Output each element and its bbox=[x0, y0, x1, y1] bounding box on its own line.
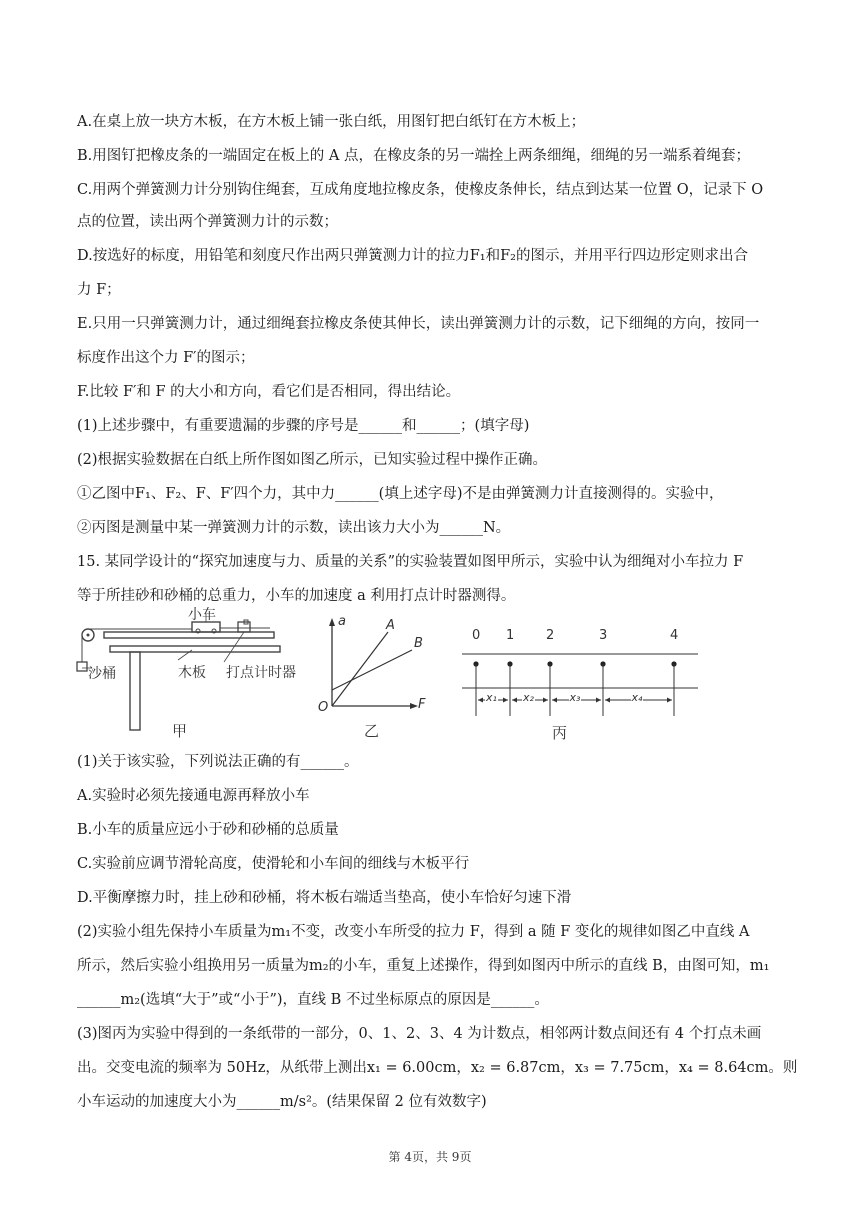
tape-segment-label-2: x₂ bbox=[523, 691, 534, 704]
q14-part1: (1)上述步骤中，有重要遗漏的步骤的序号是______和______；(填字母) bbox=[77, 418, 530, 434]
figure-yi bbox=[314, 614, 434, 744]
tape-segment-arrow bbox=[596, 698, 601, 703]
q14-part2: (2)根据实验数据在白纸上所作图如图乙所示，已知实验过程中操作正确。 bbox=[77, 452, 548, 468]
line-a bbox=[332, 632, 388, 706]
tape-segment-arrow bbox=[552, 698, 557, 703]
q15-part2-line3: ______m₂(选填“大于”或“小于”)，直线 B 不过坐标原点的原因是______。 bbox=[77, 992, 549, 1008]
label-bucket: 沙桶 bbox=[88, 666, 116, 682]
line-b bbox=[332, 650, 412, 690]
q15-part3-line2: 出。交变电流的频率为 50Hz，从纸带上测出x₁ = 6.00cm，x₂ = 6.87cm，x₃ = 7.75cm，x₄ = 8.64cm。则 bbox=[77, 1060, 798, 1076]
tape-point-label-3: 3 bbox=[599, 628, 608, 643]
tape-point-label-2: 2 bbox=[546, 628, 555, 643]
axis-x-label: F bbox=[418, 697, 426, 712]
tape-segment-arrow bbox=[543, 698, 548, 703]
q15-part3-line1: (3)图丙为实验中得到的一条纸带的一部分，0、1、2、3、4 为计数点，相邻两计数点间还有 4 个打点未画 bbox=[77, 1026, 762, 1042]
tape-point-label-0: 0 bbox=[472, 628, 481, 643]
caption-yi: 乙 bbox=[364, 722, 380, 740]
tape-segment-arrow bbox=[512, 698, 517, 703]
step-f: F.比较 F′和 F 的大小和方向，看它们是否相同，得出结论。 bbox=[77, 384, 461, 400]
caption-jia: 甲 bbox=[172, 722, 188, 740]
tape-segment-arrow bbox=[503, 698, 508, 703]
step-d-line1: D.按选好的标度，用铅笔和刻度尺作出两只弹簧测力计的拉力F₁和F₂的图示，并用平行四边形定则求出合 bbox=[77, 248, 748, 264]
q15-intro-line1: 15. 某同学设计的“探究加速度与力、质量的关系”的实验装置如图甲所示，实验中认为细绳对小车拉力 F bbox=[77, 554, 744, 570]
q15-option-b: B.小车的质量应远小于砂和砂桶的总质量 bbox=[77, 822, 339, 838]
tape-point-label-1: 1 bbox=[506, 628, 515, 643]
q14-part2-sub1: ①乙图中F₁、F₂、F、F′四个力，其中力______(填上述字母)不是由弹簧测力计直接测得的。实验中， bbox=[77, 486, 724, 502]
line-b-label: B bbox=[414, 636, 423, 651]
figure-bing bbox=[458, 628, 708, 746]
q15-part2-line2: 所示，然后实验小组换用另一质量为m₂的小车，重复上述操作，得到如图丙中所示的直线 B，由图可知，m₁ bbox=[77, 958, 770, 974]
tape-segment-arrow bbox=[667, 698, 672, 703]
step-e-line2: 标度作出这个力 F′的图示； bbox=[77, 350, 255, 366]
page-footer: 第 4页，共 9页 bbox=[388, 1150, 472, 1164]
q15-part1: (1)关于该实验，下列说法正确的有______。 bbox=[77, 754, 359, 770]
step-a: A.在桌上放一块方木板，在方木板上铺一张白纸，用图钉把白纸钉在方木板上； bbox=[77, 114, 586, 130]
step-b: B.用图钉把橡皮条的一端固定在板上的 A 点，在橡皮条的另一端拴上两条细绳，细绳的另一端系着绳套； bbox=[77, 148, 750, 164]
q15-intro-line2: 等于所挂砂和砂桶的总重力，小车的加速度 a 利用打点计时器测得。 bbox=[77, 588, 516, 604]
q15-option-a: A.实验时必须先接通电源再释放小车 bbox=[77, 788, 310, 804]
q15-option-c: C.实验前应调节滑轮高度，使滑轮和小车间的细线与木板平行 bbox=[77, 856, 470, 872]
step-d-line2: 力 F； bbox=[77, 282, 121, 298]
q15-option-d: D.平衡摩擦力时，挂上砂和砂桶，将木板右端适当垫高，使小车恰好匀速下滑 bbox=[77, 890, 572, 906]
label-timer: 打点计时器 bbox=[226, 665, 296, 681]
caption-bing: 丙 bbox=[552, 724, 568, 742]
line-a-label: A bbox=[386, 618, 395, 633]
tape-segment-label-4: x₄ bbox=[631, 691, 643, 704]
tape-segment-label-1: x₁ bbox=[486, 691, 497, 704]
axis-y-label: a bbox=[338, 614, 346, 629]
step-e-line1: E.只用一只弹簧测力计，通过细绳套拉橡皮条使其伸长，读出弹簧测力计的示数，记下细绳的方向，按同一 bbox=[77, 316, 760, 332]
tape-segment-arrow bbox=[478, 698, 483, 703]
tape-segment-arrow bbox=[605, 698, 610, 703]
step-c-line2: 点的位置，读出两个弹簧测力计的示数； bbox=[77, 214, 338, 230]
tape-segment-label-3: x₃ bbox=[569, 691, 581, 704]
figure-jia bbox=[74, 607, 314, 740]
q15-part3-line3: 小车运动的加速度大小为______m/s²。(结果保留 2 位有效数字) bbox=[77, 1094, 487, 1110]
q14-part2-sub2: ②丙图是测量中某一弹簧测力计的示数，读出该力大小为______N。 bbox=[77, 520, 511, 536]
label-car: 小车 bbox=[188, 607, 216, 623]
tape-point-label-4: 4 bbox=[670, 628, 679, 643]
step-c-line1: C.用两个弹簧测力计分别钩住绳套，互成角度地拉橡皮条，使橡皮条伸长，结点到达某一位置 O，记录下 O bbox=[77, 182, 764, 198]
q15-part2-line1: (2)实验小组先保持小车质量为m₁不变，改变小车所受的拉力 F，得到 a 随 F 变化的规律如图乙中直线 A bbox=[77, 924, 750, 940]
origin-label: O bbox=[318, 700, 329, 715]
label-board: 木板 bbox=[178, 665, 206, 681]
